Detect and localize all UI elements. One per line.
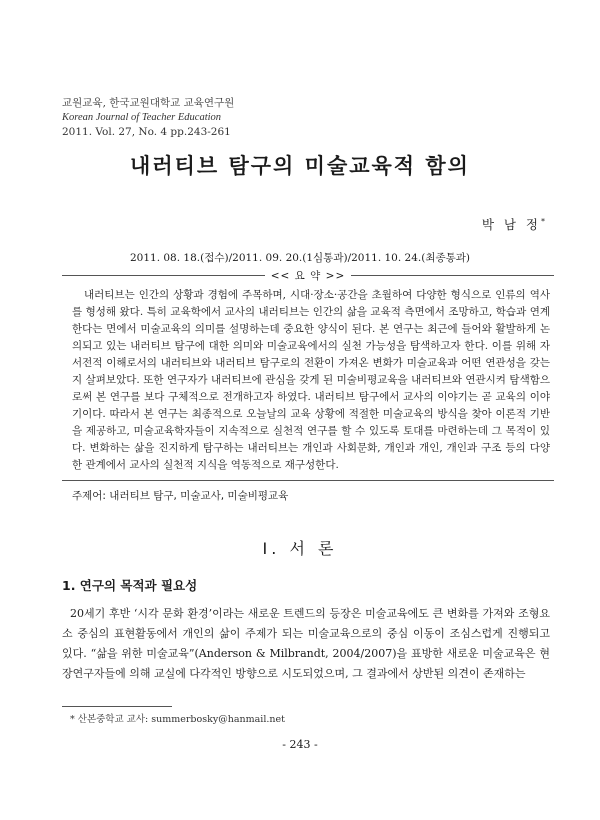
- author-footnote: * 산본중학교 교사: summerbosky@hanmail.net: [70, 714, 285, 725]
- review-dates: 2011. 08. 18.(접수)/2011. 09. 20.(1심통과)/2011. 10. 24.(최종통과): [129, 252, 470, 264]
- author-name: 박 남 정: [481, 217, 541, 232]
- abstract-text: 내러티브는 인간의 상황과 경험에 주목하며, 시대·장소·공간을 초월하여 다양한 형식으로 인류의 역사를 형성해 왔다. 특히 교육학에서 교사의 내러티브는 인간의 삶을 교육적 측면에서 조망하고, 학습과 연계한다는 면에서 미술교육의 의미를 설명하는데 중요한 양식이 된다. 본 연구는 최근에 들어와 활발하게 논의되고 있는 내러티브 탐구에 대한 의미와 미술교육에서의 실천 가능성을 탐색하고자 한다. 이를 위해 자서전적 이해로서의 내러티브와 내러티브 탐구로의 전환이 가져온 변화가 미술교육과 어떤 연관성을 갖는지 살펴보았다. 또한 연구자가 내러티브에 관심을 갖게 된 미술비평교육을 내러티브와 연관시켜 탐색함으로써 본 연구를 보다 구체적으로 전개하고자 하였다. 내러티브 탐구에서 교사의 이야기는 곧 교육의 이야기이다. 따라서 본 연구는 최종적으로 오늘날의 교육 상황에 적절한 미술교육의 방식을 찾아 이론적 기반을 제공하고, 미술교육학자들이 지속적으로 실천적 연구를 할 수 있도록 토대를 마련하는데 그 목적이 있다. 변화하는 삶을 진지하게 탐구하는 내러티브는 개인과 사회문화, 개인과 개인, 개인과 구조 등의 다양한 관계에서 교사의 실천적 지식을 역동적으로 재구성한다.: [72, 289, 550, 471]
- keywords: 주제어: 내러티브 탐구, 미술교사, 미술비평교육: [72, 490, 289, 502]
- section-heading: Ⅰ. 서 론: [262, 539, 338, 558]
- journal-korean-name: 교원교육, 한국교원대학교 교육연구원: [62, 97, 235, 109]
- paper-title: 내러티브 탐구의 미술교육적 함의: [130, 154, 470, 178]
- abstract-header-rule-right: [351, 275, 554, 276]
- abstract-header-rule-left: [62, 275, 265, 276]
- body-paragraph: 20세기 후반 ‘시각 문화 환경’이라는 새로운 트렌드의 등장은 미술교육에도 큰 변화를 가져와 조형요소 중심의 표현활동에서 개인의 삶이 주제가 되는 미술교육으로의 중심 이동이 조심스럽게 진행되고 있다. “삶을 위한 미술교육”(Anderson & Milbrandt, 2004/2007)을 표방한 새로운 미술교육은 현장연구자들에 의해 교실에 다각적인 방향으로 시도되었으며, 그 결과에서 상반된 의견이 존재하는: [62, 607, 550, 680]
- abstract-bottom-rule: [62, 480, 554, 481]
- abstract-header: [62, 268, 554, 282]
- subsection-heading: 1. 연구의 목적과 필요성: [62, 578, 198, 593]
- journal-info: [62, 96, 234, 140]
- journal-volume-pages: 2011. Vol. 27, No. 4 pp.243-261: [62, 126, 231, 138]
- page-number: - 243 -: [282, 738, 318, 751]
- abstract-heading: << 요 약 >>: [270, 269, 346, 282]
- footnote-rule: [62, 706, 172, 707]
- author: [482, 215, 545, 233]
- journal-english-name: Korean Journal of Teacher Education: [62, 111, 222, 123]
- author-footnote-mark: *: [541, 216, 545, 226]
